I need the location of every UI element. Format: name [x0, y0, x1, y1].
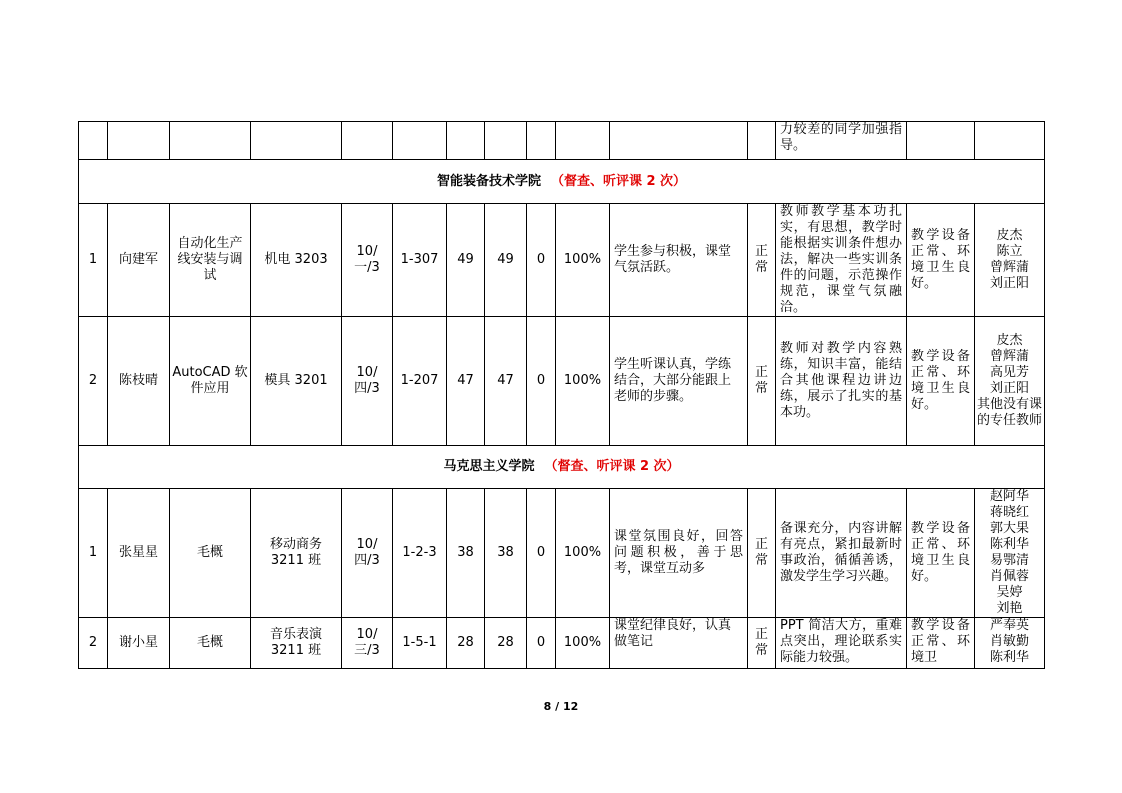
actual-count: 38 — [485, 489, 527, 618]
class-name: 移动商务 3211 班 — [251, 489, 342, 618]
inspector-name: 刘艳 — [996, 601, 1023, 616]
absent-count: 0 — [527, 317, 556, 446]
table-row — [79, 122, 1045, 160]
status-cell — [748, 618, 776, 669]
teaching-evaluation-cell: 力较差的同学加强指导。 — [776, 122, 907, 160]
date-cell: 10/一/3 — [342, 204, 393, 317]
inspector-name: 曾辉蒲 — [989, 349, 1029, 364]
inspectors-cell — [975, 618, 1045, 669]
equipment-cell: 教学设备正常、环境卫 — [907, 618, 975, 669]
row-number: 1 — [79, 204, 108, 317]
section-name: 智能装备技术学院 — [436, 173, 541, 189]
inspector-name: 高见芳 — [989, 365, 1029, 380]
class-name: 模具 3201 — [251, 317, 342, 446]
room-cell: 1-2-3 — [393, 489, 447, 618]
inspector-name: 曾辉蒲 — [989, 260, 1029, 275]
expected-count: 38 — [447, 489, 485, 618]
equipment-cell: 教学设备正常、环境卫生良好。 — [907, 317, 975, 446]
teacher-name: 向建军 — [108, 204, 170, 317]
inspector-name: 陈利华 — [989, 650, 1029, 665]
teacher-name: 谢小星 — [108, 618, 170, 669]
status-cell — [748, 489, 776, 618]
inspector-name: 严奉英 — [989, 618, 1029, 633]
discipline-cell: 学生参与积极，课堂气氛活跃。 — [610, 204, 748, 317]
inspectors-cell — [975, 317, 1045, 446]
inspection-table — [78, 121, 1045, 669]
inspector-name: 赵阿华 — [989, 489, 1029, 504]
equipment-cell: 教学设备正常、环境卫生良好。 — [907, 204, 975, 317]
inspector-name: 刘正阳 — [989, 276, 1029, 291]
teaching-evaluation-cell: 备课充分，内容讲解有亮点，紧扣最新时事政治，循循善诱，激发学生学习兴趣。 — [776, 489, 907, 618]
date-cell: 10/四/3 — [342, 317, 393, 446]
row-number: 1 — [79, 489, 108, 618]
inspector-name: 陈立 — [996, 244, 1023, 259]
inspector-name: 其他没有课的专任教师 — [977, 397, 1043, 428]
status-text: 正常 — [754, 244, 768, 275]
course-name: 自动化生产线安装与调试 — [170, 204, 251, 317]
status-text: 正常 — [754, 627, 768, 658]
actual-count: 28 — [485, 618, 527, 669]
attendance-rate: 100% — [556, 489, 610, 618]
section-name: 马克思主义学院 — [443, 459, 535, 474]
section-title — [79, 160, 1045, 204]
teaching-evaluation-cell: PPT 简洁大方，重难点突出，理论联系实际能力较强。 — [776, 618, 907, 669]
table-row — [79, 618, 1045, 669]
discipline-cell: 学生听课认真，学练结合，大部分能跟上老师的步骤。 — [610, 317, 748, 446]
course-name: 毛概 — [170, 618, 251, 669]
table-row — [79, 489, 1045, 618]
section-title — [79, 446, 1045, 489]
inspector-name: 吴婷 — [996, 585, 1023, 600]
expected-count: 49 — [447, 204, 485, 317]
inspector-name: 易鄂清 — [989, 553, 1029, 568]
date-cell: 10/三/3 — [342, 618, 393, 669]
row-number: 2 — [79, 618, 108, 669]
inspector-name: 皮杰 — [996, 228, 1023, 243]
status-text: 正常 — [754, 365, 768, 396]
course-name: 毛概 — [170, 489, 251, 618]
inspector-name: 皮杰 — [996, 333, 1023, 348]
status-text: 正常 — [754, 537, 768, 568]
room-cell: 1-307 — [393, 204, 447, 317]
page-number: 8 / 12 — [543, 700, 579, 713]
inspector-name: 蒋晓红 — [989, 505, 1029, 520]
expected-count: 47 — [447, 317, 485, 446]
inspector-name: 郭大果 — [989, 521, 1029, 536]
status-cell — [748, 317, 776, 446]
date-cell: 10/四/3 — [342, 489, 393, 618]
inspectors-cell — [975, 204, 1045, 317]
section-note: （督查、听评课 2 次） — [550, 173, 687, 189]
discipline-cell: 课堂纪律良好，认真做笔记 — [610, 618, 748, 669]
absent-count: 0 — [527, 204, 556, 317]
attendance-rate: 100% — [556, 317, 610, 446]
attendance-rate: 100% — [556, 204, 610, 317]
teaching-evaluation-cell: 教师教学基本功扎实，有思想，教学时能根据实训条件想办法，解决一些实训条件的问题，示范操作规范，课堂气氛融洽。 — [776, 204, 907, 317]
absent-count: 0 — [527, 489, 556, 618]
discipline-cell: 课堂氛围良好，回答问题积极，善于思考，课堂互动多 — [610, 489, 748, 618]
class-name: 音乐表演 3211 班 — [251, 618, 342, 669]
section-header-row — [79, 446, 1045, 489]
row-number: 2 — [79, 317, 108, 446]
room-cell: 1-5-1 — [393, 618, 447, 669]
table-row — [79, 204, 1045, 317]
actual-count: 47 — [485, 317, 527, 446]
room-cell: 1-207 — [393, 317, 447, 446]
equipment-cell: 教学设备正常、环境卫生良好。 — [907, 489, 975, 618]
actual-count: 49 — [485, 204, 527, 317]
inspector-name: 陈利华 — [989, 537, 1029, 552]
class-name: 机电 3203 — [251, 204, 342, 317]
status-cell — [748, 204, 776, 317]
table-row — [79, 317, 1045, 446]
section-header-row — [79, 160, 1045, 204]
absent-count: 0 — [527, 618, 556, 669]
inspector-name: 肖敏勤 — [989, 634, 1029, 649]
inspector-name: 刘正阳 — [989, 381, 1029, 396]
inspector-name: 肖佩蓉 — [989, 569, 1029, 584]
expected-count: 28 — [447, 618, 485, 669]
teacher-name: 陈枝晴 — [108, 317, 170, 446]
teacher-name: 张星星 — [108, 489, 170, 618]
teaching-evaluation-cell: 教师对教学内容熟练，知识丰富，能结合其他课程边讲边练，展示了扎实的基本功。 — [776, 317, 907, 446]
course-name: AutoCAD 软件应用 — [170, 317, 251, 446]
section-note: （督查、听评课 2 次） — [544, 459, 680, 474]
attendance-rate: 100% — [556, 618, 610, 669]
inspectors-cell — [975, 489, 1045, 618]
